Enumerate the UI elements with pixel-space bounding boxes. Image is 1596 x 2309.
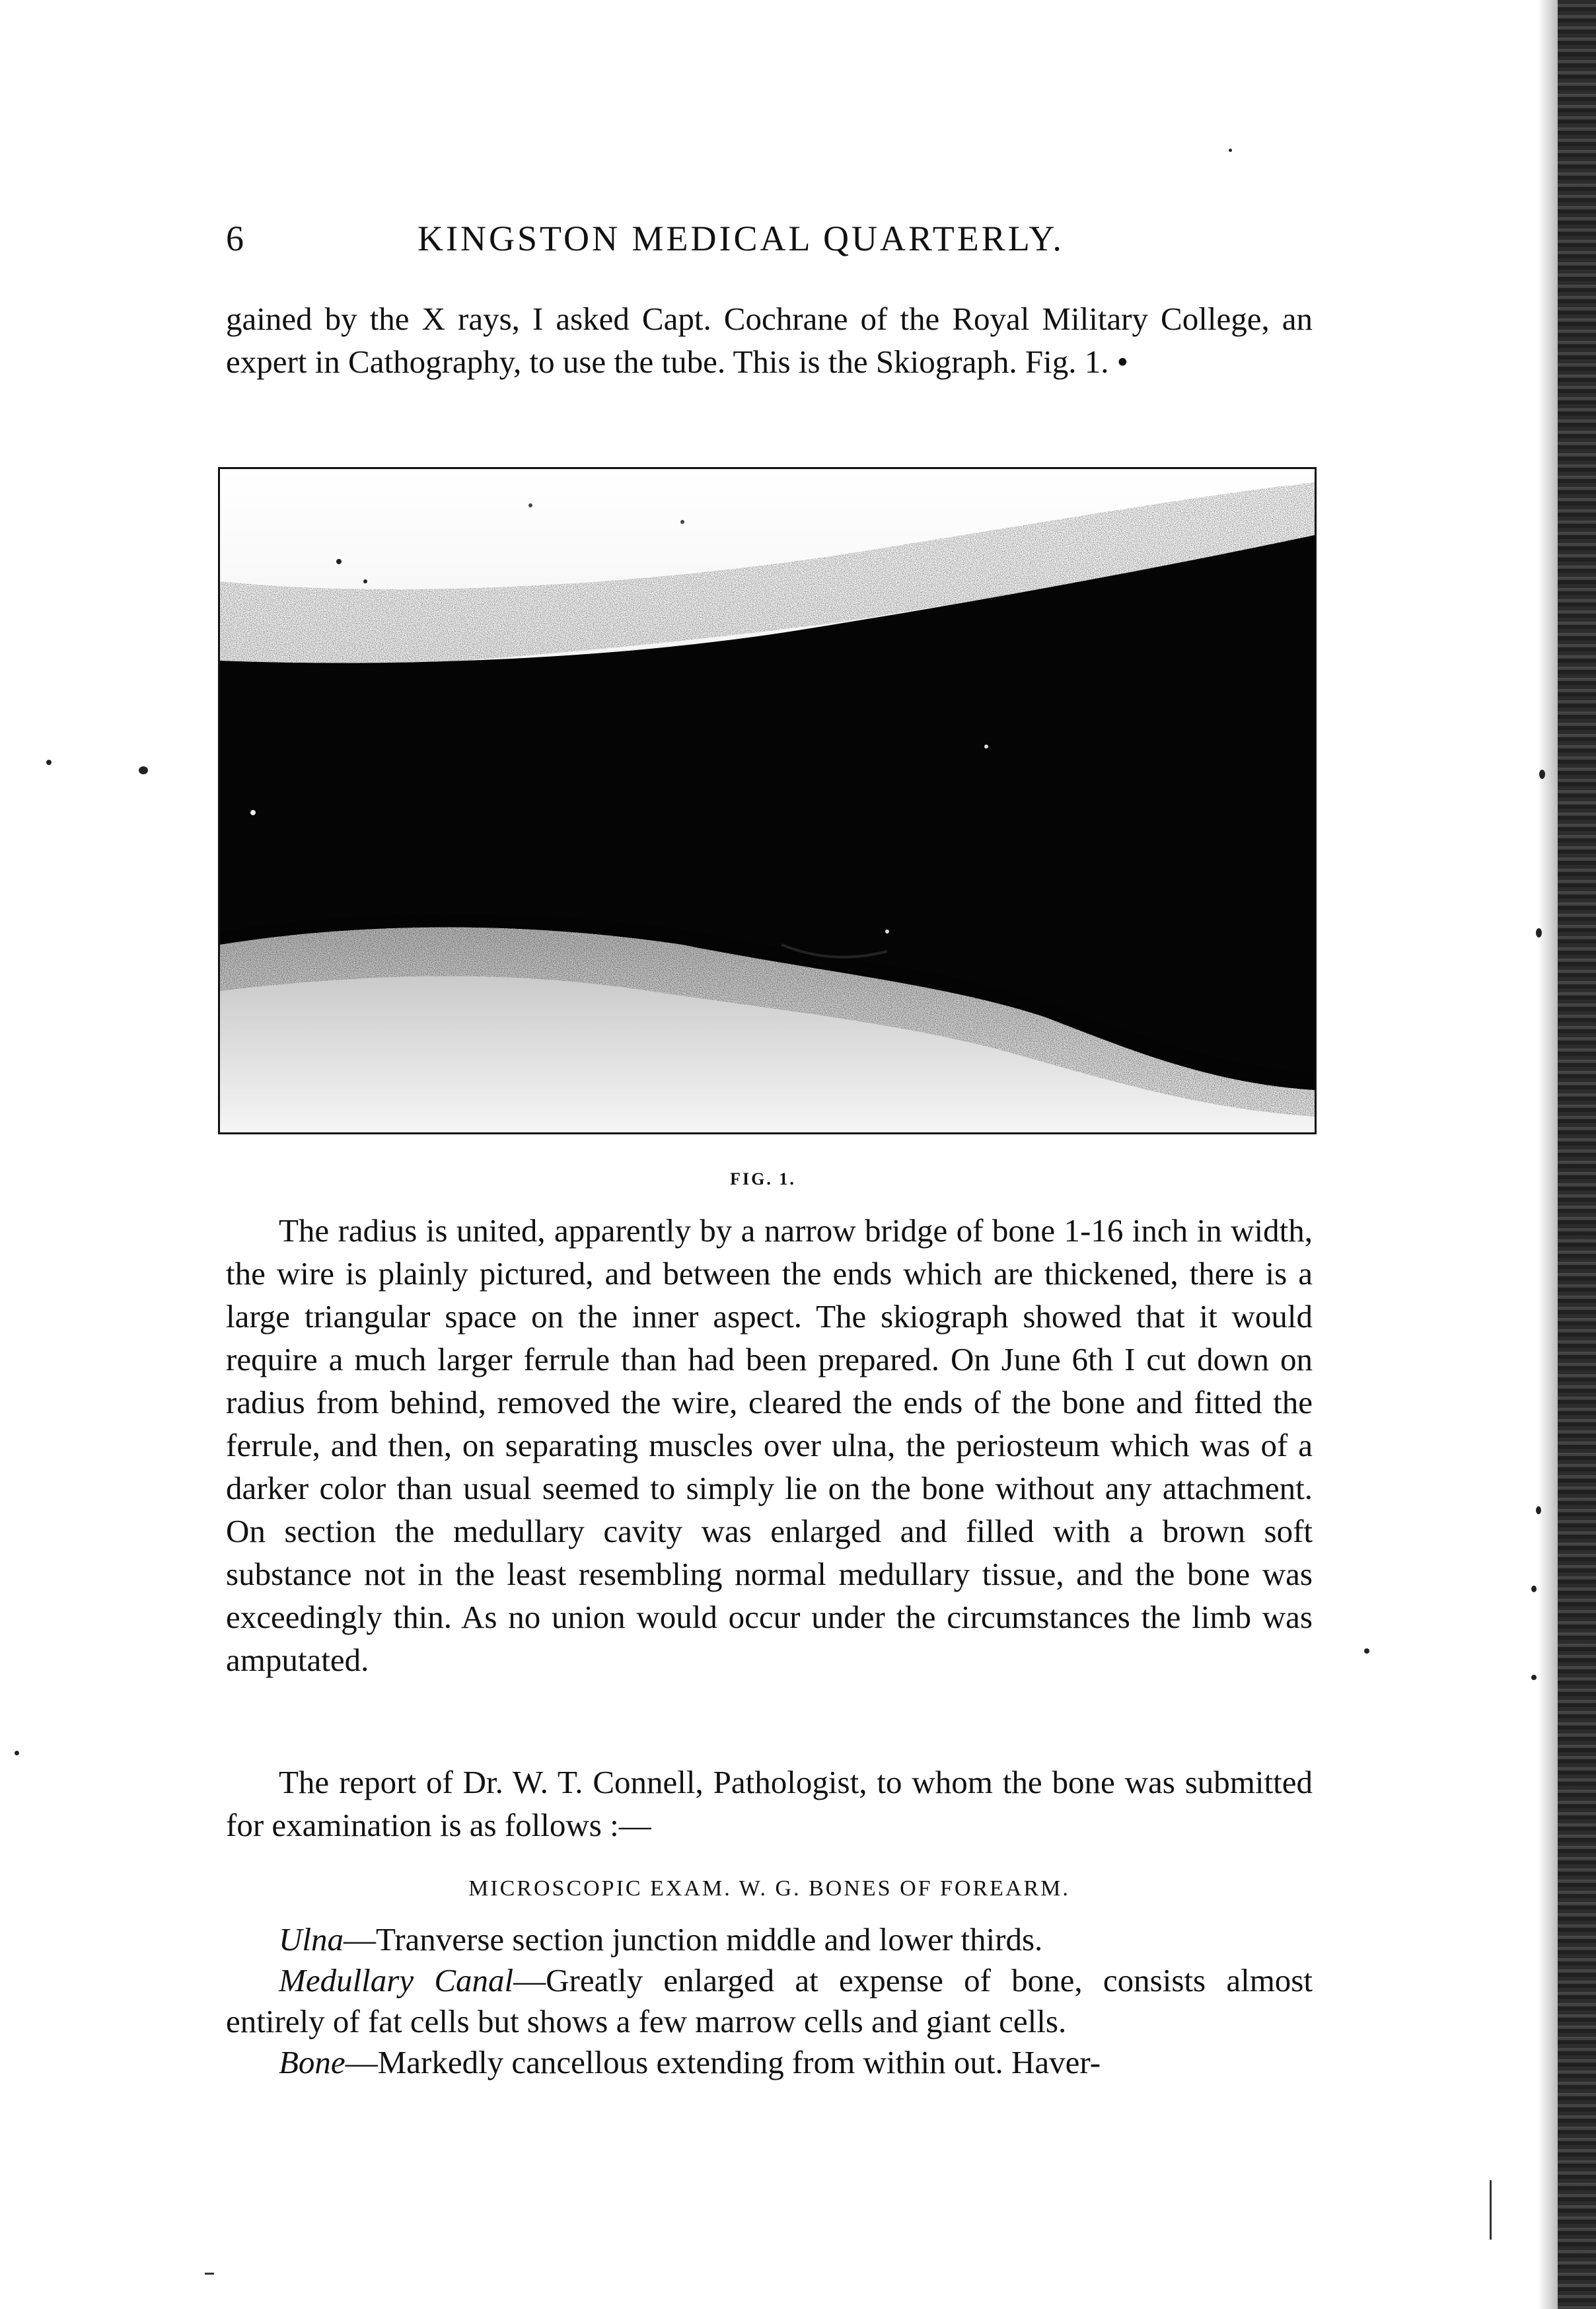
scan-mark xyxy=(205,2273,214,2275)
intro-paragraph-block xyxy=(226,297,1313,383)
xray-speck xyxy=(885,930,889,934)
exam-text: —Markedly cancellous extending from within out. Haver- xyxy=(345,2044,1101,2080)
xray-speck xyxy=(336,559,342,564)
report-paragraph: The report of Dr. W. T. Connell, Pathologist, to whom the bone was submitted for examination is as follows :— xyxy=(226,1764,1313,1843)
journal-title: KINGSTON MEDICAL QUARTERLY. xyxy=(417,219,1064,258)
scan-speck xyxy=(1531,1586,1537,1592)
scan-mark xyxy=(1490,2180,1492,2240)
xray-speck xyxy=(528,503,532,507)
scan-speck xyxy=(1536,1506,1541,1514)
scan-speck xyxy=(139,766,148,774)
running-head xyxy=(226,218,1313,264)
exam-entry-bone xyxy=(226,2042,1313,2083)
scan-speck xyxy=(1539,770,1545,779)
scan-speck xyxy=(1536,928,1542,937)
skiograph-figure xyxy=(218,467,1317,1134)
xray-speck xyxy=(363,579,367,583)
exam-entry-ulna xyxy=(226,1919,1313,1960)
book-binding-edge xyxy=(1558,0,1596,2309)
exam-term: Medullary Canal xyxy=(279,1962,514,1998)
page-number: 6 xyxy=(226,219,245,258)
binding-shadow xyxy=(1538,0,1558,2309)
xray-speck xyxy=(250,810,256,815)
xray-speck xyxy=(680,520,684,524)
scan-speck xyxy=(15,1751,19,1755)
skiograph-image xyxy=(220,469,1315,1132)
exam-text: —Tranverse section junction middle and lower thirds. xyxy=(344,1921,1043,1958)
exam-term: Ulna xyxy=(279,1921,344,1958)
intro-paragraph: gained by the X rays, I asked Capt. Cochrane of the Royal Military College, an expert in Cathography, to use the tube. This is the Skiograph. Fig. 1. • xyxy=(226,301,1313,380)
section-heading: MICROSCOPIC EXAM. W. G. BONES OF FOREARM. xyxy=(468,1876,1070,1901)
report-paragraph-block xyxy=(226,1761,1313,1847)
scan-speck xyxy=(1229,149,1232,152)
scan-speck xyxy=(46,760,52,765)
xray-speck xyxy=(984,745,988,749)
exam-entries xyxy=(226,1919,1313,2083)
figure-caption: FIG. 1. xyxy=(730,1169,796,1189)
scan-speck xyxy=(1531,1675,1537,1680)
scan-speck xyxy=(1364,1648,1369,1654)
exam-term: Bone xyxy=(279,2044,345,2080)
exam-text: —Greatly enlarged at expense of bone, consists almost entirely of fat cells but shows a few marrow cells and giant cells. xyxy=(226,1962,1313,2039)
main-paragraph: The radius is united, apparently by a narrow bridge of bone 1-16 inch in width, the wire is plainly pictured, and between the ends which are thickened, there is a large triangular space on the inner aspect. The skiograph showed that it would require a much larger ferrule than had been prepared. On June 6th I cut down on radius from behind, removed the wire, cleared the ends of the bone and fitted the ferrule, and then, on separating muscles over ulna, the periosteum which was of a darker color than usual seemed to simply lie on the bone without any attachment. On section the medullary cavity was enlarged and filled with a brown soft substance not in the least resembling normal medullary tissue, and the bone was exceedingly thin. As no union would occur under the circumstances the limb was amputated. xyxy=(226,1212,1313,1678)
main-paragraph-block xyxy=(226,1209,1313,1681)
exam-entry-medullary-canal xyxy=(226,1960,1313,2042)
